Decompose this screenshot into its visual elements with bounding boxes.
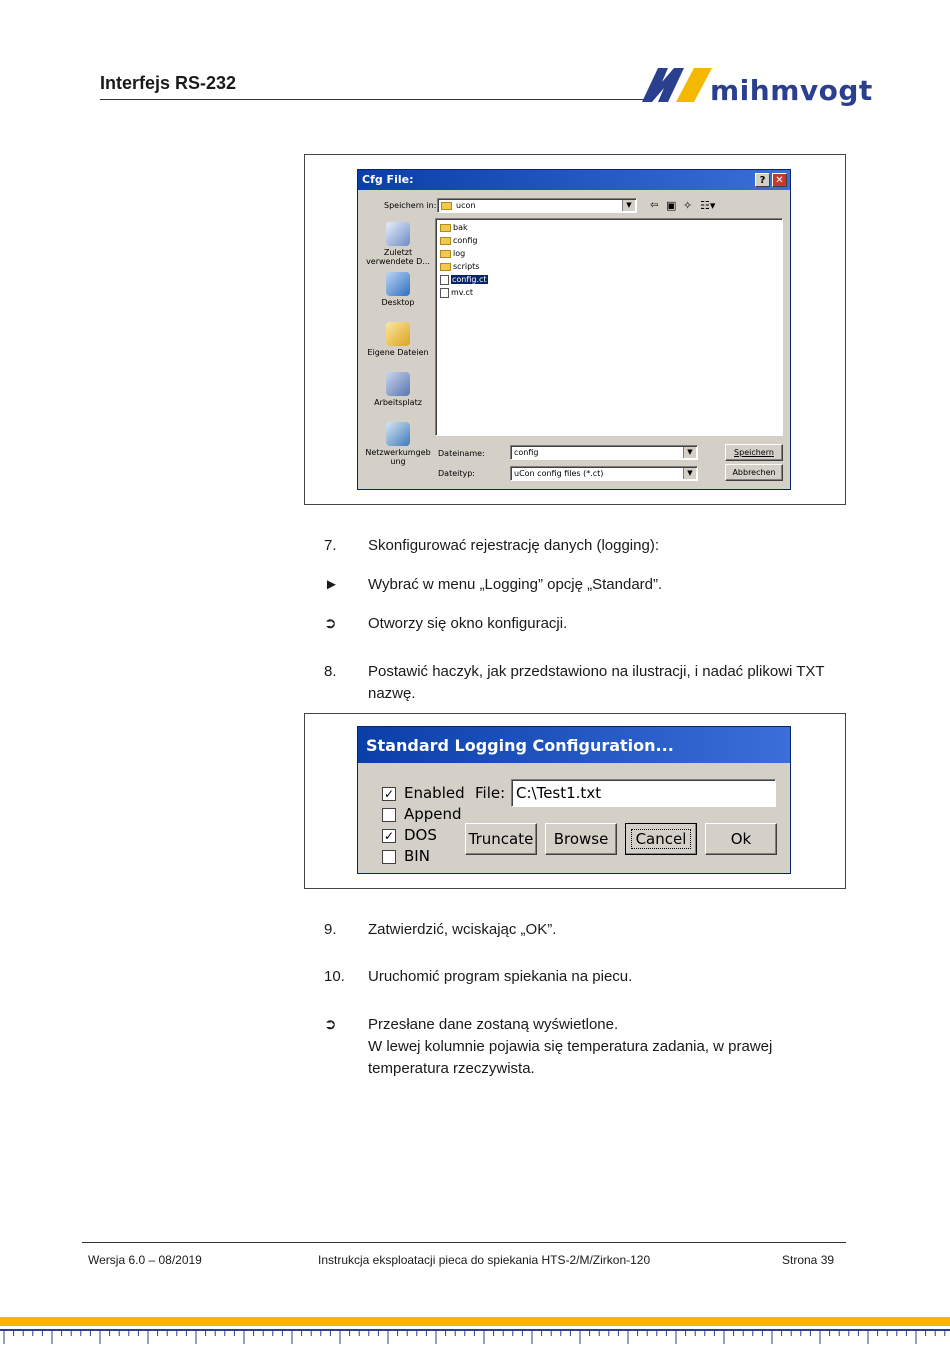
place-recent[interactable] [365, 222, 431, 266]
logging-dialog-titlebar [358, 727, 790, 763]
filename-value: config [514, 448, 539, 457]
step-text: Otworzy się okno konfiguracji. [368, 615, 568, 632]
computer-icon [386, 372, 410, 396]
file-list-item[interactable] [440, 235, 477, 247]
cfg-dialog-titlebar [358, 170, 790, 190]
filetype-value: uCon config files (*.ct) [514, 469, 604, 478]
file-list-item[interactable] [440, 287, 473, 299]
back-icon[interactable]: ⇦ [650, 200, 659, 211]
place-computer[interactable] [365, 372, 431, 407]
file-name: mv.ct [451, 288, 473, 297]
filename-label: Dateiname: [438, 449, 485, 458]
file-list[interactable] [435, 218, 783, 436]
look-in-label: Speichern in: [384, 201, 437, 210]
ok-button[interactable]: Ok [705, 823, 777, 855]
file-name: scripts [453, 262, 480, 271]
result-arrow-icon: ➲ [324, 1016, 337, 1033]
footer-version: Wersja 6.0 – 08/2019 [88, 1253, 202, 1267]
place-recent-label: Zuletzt verwendete D... [366, 248, 430, 266]
step-text: Skonfigurować rejestrację danych (logging): [368, 537, 659, 554]
filetype-combo[interactable] [510, 466, 698, 481]
step-number: 9. [324, 921, 337, 938]
file-list-item-selected[interactable] [440, 274, 488, 286]
file-name: log [453, 249, 466, 258]
file-list-item[interactable] [440, 261, 479, 273]
filetype-label: Dateityp: [438, 469, 475, 478]
cancel-label: Cancel [631, 829, 692, 849]
dos-checkbox[interactable] [382, 829, 396, 843]
footer-rule [82, 1242, 846, 1243]
close-button[interactable]: ✕ [772, 173, 787, 187]
save-button[interactable]: Speichern [725, 444, 783, 461]
file-icon [440, 275, 449, 285]
enabled-checkbox[interactable] [382, 787, 396, 801]
look-in-value: ucon [456, 201, 476, 210]
logging-dialog-title: Standard Logging Configuration... [366, 736, 674, 755]
arrow-right-icon: ► [324, 576, 339, 593]
step-number: 8. [324, 663, 337, 680]
view-menu-icon[interactable]: ☷▾ [700, 199, 716, 212]
truncate-button[interactable]: Truncate [465, 823, 537, 855]
place-desktop[interactable] [365, 272, 431, 307]
folder-icon [440, 263, 451, 271]
browse-button[interactable]: Browse [545, 823, 617, 855]
folder-icon [440, 250, 451, 258]
result-line-2: W lewej kolumnie pojawia się temperatura zadania, w prawej temperatura rzeczywista. [368, 1038, 773, 1077]
cancel-button[interactable]: Abbrechen [725, 464, 783, 481]
step-text: Wybrać w menu „Logging” opcję „Standard”. [368, 576, 663, 593]
logging-config-dialog [357, 726, 791, 874]
step-text: Uruchomić program spiekania na piecu. [368, 968, 633, 985]
folder-icon [440, 237, 451, 245]
file-name: config [453, 236, 478, 245]
chevron-down-icon: ▼ [683, 447, 696, 458]
chevron-down-icon: ▼ [683, 468, 696, 479]
file-list-item[interactable] [440, 248, 465, 260]
brand-logo [640, 64, 873, 108]
cfg-file-dialog [357, 169, 791, 490]
file-label: File: [475, 784, 506, 802]
help-button[interactable]: ? [755, 173, 770, 187]
file-name: bak [453, 223, 468, 232]
place-computer-label: Arbeitsplatz [374, 398, 422, 407]
append-checkbox[interactable] [382, 808, 396, 822]
folder-icon [440, 224, 451, 232]
file-path-value: C:\Test1.txt [516, 784, 602, 802]
place-documents[interactable] [365, 322, 431, 357]
documents-icon [386, 322, 410, 346]
bin-label: BIN [404, 847, 430, 865]
place-desktop-label: Desktop [381, 298, 415, 307]
check-icon: ✓ [383, 829, 395, 843]
result-arrow-icon: ➲ [324, 615, 337, 632]
place-documents-label: Eigene Dateien [367, 348, 429, 357]
file-path-input[interactable] [511, 779, 776, 807]
step-text: Zatwierdzić, wciskając „OK”. [368, 921, 557, 938]
place-network-label: Netzwerkumgeb ung [365, 448, 431, 466]
desktop-icon [386, 272, 410, 296]
up-folder-icon[interactable]: ▣ [666, 199, 677, 212]
bottom-ruler-decoration [0, 1328, 950, 1346]
folder-icon [441, 202, 452, 210]
network-icon [386, 422, 410, 446]
footer-doc-title: Instrukcja eksploatacji pieca do spiekania HTS-2/M/Zirkon-120 [318, 1253, 651, 1267]
file-icon [440, 288, 449, 298]
dos-label: DOS [404, 826, 437, 844]
file-list-item[interactable] [440, 222, 468, 234]
header-title: Interfejs RS-232 [100, 73, 237, 93]
place-network[interactable] [365, 422, 431, 466]
recent-icon [386, 222, 410, 246]
step-number: 7. [324, 537, 337, 554]
bottom-color-bar [0, 1317, 950, 1326]
cancel-button[interactable] [625, 823, 697, 855]
chevron-down-icon: ▼ [622, 200, 635, 211]
footer-page-number: Strona 39 [782, 1253, 835, 1267]
file-name: config.ct [452, 275, 487, 284]
enabled-label: Enabled [404, 784, 465, 802]
step-text: Postawić haczyk, jak przedstawiono na ilustracji, i nadać plikowi TXT nazwę. [368, 663, 825, 702]
look-in-combo[interactable] [437, 198, 637, 213]
append-label: Append [404, 805, 462, 823]
logo-text: mihmvogt [710, 74, 873, 107]
filename-combo[interactable] [510, 445, 698, 460]
result-line-1: Przesłane dane zostaną wyświetlone. [368, 1016, 619, 1033]
bin-checkbox[interactable] [382, 850, 396, 864]
cfg-dialog-title: Cfg File: [362, 173, 414, 186]
step-number: 10. [324, 968, 345, 985]
new-folder-icon[interactable]: ✧ [683, 199, 693, 212]
check-icon: ✓ [383, 787, 395, 801]
logo-mark-icon [640, 64, 712, 108]
step-text [368, 1014, 808, 1080]
header-rule [100, 99, 645, 100]
